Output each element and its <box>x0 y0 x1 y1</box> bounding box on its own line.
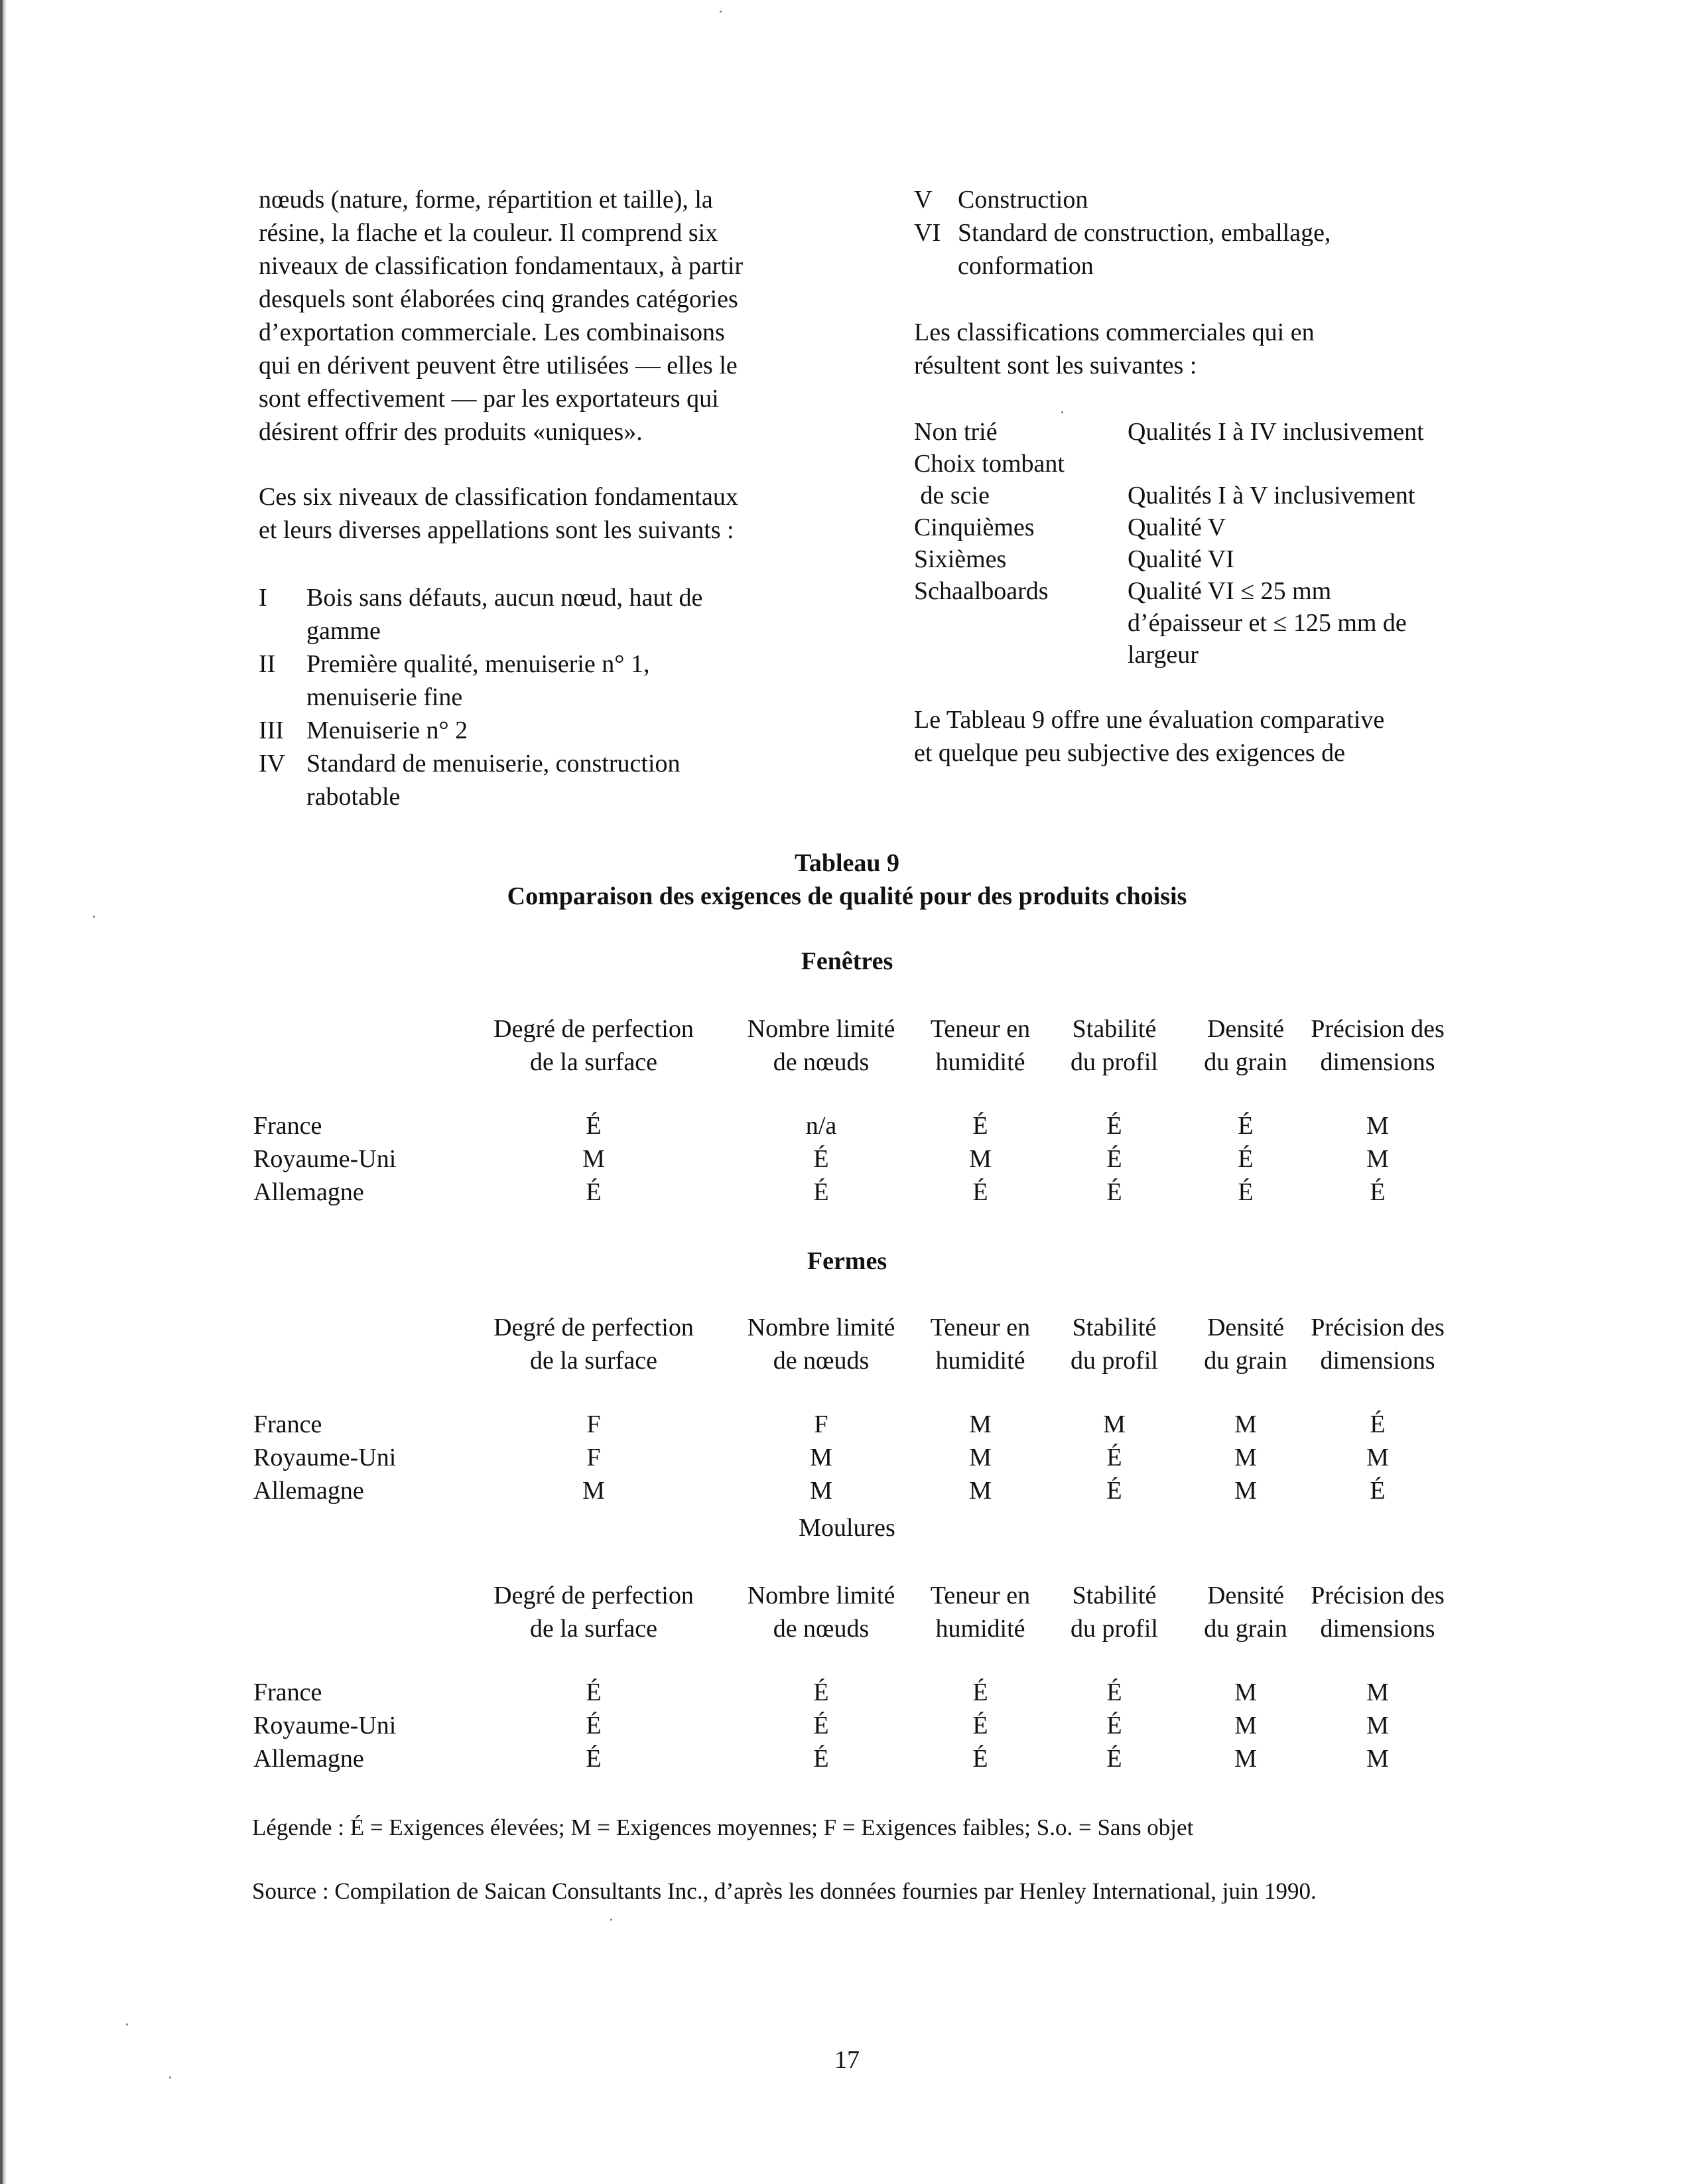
table-cell: M <box>1366 1745 1389 1773</box>
table-cell: F <box>586 1444 601 1471</box>
scan-speck <box>126 2023 128 2025</box>
class-quality: Qualité VI ≤ 25 mm <box>1128 577 1332 605</box>
scan-speck <box>610 1919 612 1921</box>
column-header: de nœuds <box>773 1048 870 1076</box>
column-header: dimensions <box>1320 1048 1435 1076</box>
column-header: du grain <box>1204 1048 1287 1076</box>
section-title: Moulures <box>799 1514 895 1542</box>
table-cell: M <box>582 1145 605 1173</box>
scan-speck <box>169 2077 171 2079</box>
text-line: Le Tableau 9 offre une évaluation comparative <box>914 706 1385 734</box>
text-line: et leurs diverses appellations sont les suivants : <box>259 516 734 544</box>
column-header: Stabilité <box>1072 1015 1157 1043</box>
column-header: Densité <box>1206 1314 1285 1341</box>
row-country: Royaume-Uni <box>253 1444 397 1471</box>
table-cell: É <box>1106 1112 1122 1140</box>
scan-speck <box>720 11 722 13</box>
text-line: desquels sont élaborées cinq grandes catégories <box>259 285 738 313</box>
column-header: de nœuds <box>773 1615 870 1643</box>
column-header: du grain <box>1204 1615 1287 1643</box>
row-country: Allemagne <box>253 1477 364 1505</box>
column-header: dimensions <box>1320 1347 1435 1375</box>
list-item: rabotable <box>306 783 401 811</box>
table-cell: É <box>813 1178 829 1206</box>
table-cell: F <box>814 1410 828 1438</box>
table-cell: É <box>1370 1477 1386 1505</box>
column-header: Stabilité <box>1072 1314 1157 1341</box>
text-line: et quelque peu subjective des exigences de <box>914 739 1345 767</box>
table-cell: M <box>1234 1678 1257 1706</box>
table-cell: É <box>972 1112 988 1140</box>
table-cell: É <box>586 1678 602 1706</box>
class-quality: Qualités I à V inclusivement <box>1128 482 1415 510</box>
table-cell: É <box>1370 1410 1386 1438</box>
row-country: France <box>253 1678 322 1706</box>
table-cell: É <box>1106 1444 1122 1471</box>
section-title: Fermes <box>807 1247 887 1275</box>
text-line: qui en dérivent peuvent être utilisées — elles le <box>259 352 738 379</box>
column-header: de la surface <box>530 1048 657 1076</box>
class-quality: d’épaisseur et ≤ 125 mm de <box>1128 609 1407 637</box>
column-header: Degré de perfection <box>493 1582 694 1609</box>
text-line: désirent offrir des produits «uniques». <box>259 418 643 446</box>
scan-speck <box>93 916 95 918</box>
class-quality: largeur <box>1128 641 1199 669</box>
table-source: Source : Compilation de Saican Consultants Inc., d’après les données fournies par Henley International, juin 1990. <box>252 1878 1317 1904</box>
table-cell: M <box>969 1410 992 1438</box>
table-number: Tableau 9 <box>794 849 900 877</box>
row-country: Royaume-Uni <box>253 1145 397 1173</box>
table-cell: É <box>972 1745 988 1773</box>
table-cell: É <box>1238 1112 1254 1140</box>
table-cell: É <box>586 1112 602 1140</box>
column-header: Nombre limité <box>747 1314 895 1341</box>
column-header: Densité <box>1206 1582 1285 1609</box>
column-header: Précision des <box>1311 1582 1445 1609</box>
column-header: Stabilité <box>1072 1582 1157 1609</box>
list-item: Menuiserie n° 2 <box>306 717 468 744</box>
row-country: France <box>253 1112 322 1140</box>
text-line: Ces six niveaux de classification fondamentaux <box>259 483 738 511</box>
list-item: Standard de menuiserie, construction <box>306 750 681 778</box>
list-item: Bois sans défauts, aucun nœud, haut de <box>306 584 703 612</box>
table-cell: É <box>813 1678 829 1706</box>
table-cell: É <box>813 1712 829 1740</box>
table-cell: F <box>586 1410 601 1438</box>
class-name: de scie <box>914 482 990 510</box>
class-name: Schaalboards <box>914 577 1049 605</box>
column-header: dimensions <box>1320 1615 1435 1643</box>
column-header: Degré de perfection <box>493 1015 694 1043</box>
table-cell: M <box>810 1477 832 1505</box>
table-cell: M <box>1366 1678 1389 1706</box>
table-cell: É <box>813 1745 829 1773</box>
column-header: Nombre limité <box>747 1582 895 1609</box>
column-header: de la surface <box>530 1347 657 1375</box>
table-cell: n/a <box>805 1112 837 1140</box>
list-item: Standard de construction, emballage, <box>958 219 1331 247</box>
column-header: Teneur en <box>930 1015 1031 1043</box>
table-legend: Légende : É = Exigences élevées; M = Exigences moyennes; F = Exigences faibles; S.o. = Sans objet <box>252 1814 1194 1840</box>
text-line: d’exportation commerciale. Les combinaisons <box>259 318 725 346</box>
table-cell: É <box>586 1712 602 1740</box>
text-line: Les classifications commerciales qui en <box>914 318 1315 346</box>
list-number: V <box>914 186 933 214</box>
table-cell: É <box>1238 1145 1254 1173</box>
table-cell: É <box>1106 1477 1122 1505</box>
list-item: menuiserie fine <box>306 683 463 711</box>
table-cell: M <box>969 1477 992 1505</box>
table-cell: M <box>1234 1444 1257 1471</box>
table-cell: M <box>1234 1712 1257 1740</box>
column-header: humidité <box>935 1048 1025 1076</box>
list-number: III <box>259 717 284 744</box>
text-line: niveaux de classification fondamentaux, à partir <box>259 252 744 280</box>
table-cell: M <box>1366 1444 1389 1471</box>
table-cell: É <box>586 1178 602 1206</box>
column-header: de la surface <box>530 1615 657 1643</box>
table-cell: M <box>1366 1145 1389 1173</box>
row-country: Allemagne <box>253 1745 364 1773</box>
class-quality: Qualité V <box>1128 513 1226 541</box>
column-header: Teneur en <box>930 1582 1031 1609</box>
class-quality: Qualité VI <box>1128 545 1234 573</box>
column-header: Nombre limité <box>747 1015 895 1043</box>
list-item: conformation <box>958 252 1094 280</box>
table-cell: É <box>1106 1745 1122 1773</box>
table-cell: M <box>1234 1410 1257 1438</box>
table-cell: É <box>813 1145 829 1173</box>
list-number: I <box>259 584 267 612</box>
scan-speck <box>1061 411 1063 413</box>
table-cell: M <box>969 1145 992 1173</box>
text-line: résultent sont les suivantes : <box>914 352 1197 379</box>
text-line: sont effectivement — par les exportateurs qui <box>259 385 719 413</box>
column-header: Teneur en <box>930 1314 1031 1341</box>
column-header: Précision des <box>1311 1314 1445 1341</box>
column-header: du profil <box>1071 1048 1158 1076</box>
row-country: Allemagne <box>253 1178 364 1206</box>
column-header: Densité <box>1206 1015 1285 1043</box>
column-header: du profil <box>1071 1347 1158 1375</box>
table-cell: É <box>972 1678 988 1706</box>
table-title: Comparaison des exigences de qualité pour des produits choisis <box>507 882 1187 910</box>
table-cell: M <box>1234 1745 1257 1773</box>
table-cell: M <box>582 1477 605 1505</box>
list-item: gamme <box>306 617 381 645</box>
table-cell: É <box>1106 1178 1122 1206</box>
table-cell: M <box>1366 1112 1389 1140</box>
column-header: Degré de perfection <box>493 1314 694 1341</box>
table-cell: É <box>1238 1178 1254 1206</box>
table-cell: M <box>1366 1712 1389 1740</box>
table-cell: M <box>810 1444 832 1471</box>
page-binding-edge <box>0 0 7 2184</box>
class-name: Non trié <box>914 418 998 446</box>
table-cell: É <box>586 1745 602 1773</box>
text-line: nœuds (nature, forme, répartition et taille), la <box>259 186 713 214</box>
column-header: du grain <box>1204 1347 1287 1375</box>
class-name: Choix tombant <box>914 450 1065 478</box>
text-line: résine, la flache et la couleur. Il comprend six <box>259 219 718 247</box>
section-title: Fenêtres <box>801 947 893 975</box>
page-number: 17 <box>834 2046 860 2074</box>
table-cell: M <box>1103 1410 1126 1438</box>
list-number: IV <box>259 750 286 778</box>
table-cell: É <box>972 1712 988 1740</box>
class-name: Sixièmes <box>914 545 1007 573</box>
row-country: France <box>253 1410 322 1438</box>
column-header: humidité <box>935 1347 1025 1375</box>
list-item: Première qualité, menuiserie n° 1, <box>306 650 650 678</box>
column-header: Précision des <box>1311 1015 1445 1043</box>
table-cell: M <box>1234 1477 1257 1505</box>
table-cell: É <box>1106 1145 1122 1173</box>
row-country: Royaume-Uni <box>253 1712 397 1740</box>
list-number: VI <box>914 219 941 247</box>
class-name: Cinquièmes <box>914 513 1035 541</box>
class-quality: Qualités I à IV inclusivement <box>1128 418 1424 446</box>
table-cell: É <box>1106 1678 1122 1706</box>
list-number: II <box>259 650 276 678</box>
table-cell: É <box>1106 1712 1122 1740</box>
table-cell: É <box>972 1178 988 1206</box>
table-cell: M <box>969 1444 992 1471</box>
column-header: humidité <box>935 1615 1025 1643</box>
column-header: de nœuds <box>773 1347 870 1375</box>
list-item: Construction <box>958 186 1088 214</box>
table-cell: É <box>1370 1178 1386 1206</box>
column-header: du profil <box>1071 1615 1158 1643</box>
